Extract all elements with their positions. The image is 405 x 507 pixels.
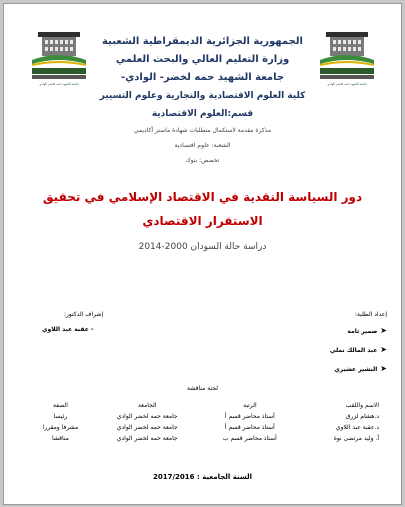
table-row (28, 422, 380, 433)
memo-purpose: مذكرة مقدمة لاستكمال متطلبات شهادة ماستر أكاديمي (133, 127, 272, 134)
member-role: مناقشا (51, 435, 69, 442)
academic-year-value: 2017/2016 (153, 473, 195, 481)
member-rank: أستاذ محاضر قسم أ (224, 413, 275, 420)
column-header: الجامعة (137, 402, 157, 409)
column-header: الرتبة (243, 402, 257, 409)
member-university: جامعة حمه لخضر الوادي (116, 424, 178, 431)
pointer-icon: ➤ (380, 345, 387, 354)
university-name: جامعة الشهيد حمه لخضر- الوادي- (120, 72, 285, 83)
memo-branch: الشعبة: علوم اقتصادية (174, 142, 231, 149)
member-name: أ. وليد مرتضى نوة (333, 435, 379, 442)
logo-left-caption: جامعة الشهيد حمه لخضر الوادي (39, 82, 79, 86)
member-rank: أستاذ محاضر قسم ب (222, 435, 277, 442)
column-header: الاسم واللقب (345, 402, 379, 409)
member-role: مشرفا ومقررا (42, 424, 79, 431)
jury-heading: لجنة مناقشة (187, 385, 218, 392)
case-study: دراسة حالة السودان 2000-2014 (138, 242, 267, 252)
faculty-name: كلية العلوم الاقتصادية والتجارية وعلوم التسيير (99, 91, 306, 101)
department-name: قسم:العلوم الاقتصادية (151, 109, 254, 119)
memo-specialty: تخصص: بنوك (185, 157, 220, 164)
student-entry (347, 326, 387, 335)
prepared-by-label: إعداد الطلبة: (354, 311, 387, 318)
member-role: رئيسا (53, 413, 68, 420)
table-row (28, 433, 380, 444)
supervision-label: إشراف الدكتور: (64, 311, 104, 318)
student-name: البشير عشيري (334, 366, 378, 373)
member-university: جامعة حمه لخضر الوادي (116, 435, 178, 442)
document-page (3, 3, 402, 505)
pointer-icon: ➤ (380, 364, 387, 373)
student-name: صمير ثامة (347, 328, 378, 335)
supervisor-name: - عقبة عبد اللاوي (42, 326, 94, 333)
member-name: د.عقبة عبد اللاوي (335, 424, 379, 431)
table-row (28, 411, 380, 422)
academic-year (4, 473, 401, 481)
student-name: عبد المالك نملي (329, 347, 378, 354)
jury-table (28, 400, 380, 444)
member-university: جامعة حمه لخضر الوادي (116, 413, 178, 420)
academic-year-label: السنة الجامعية : (196, 473, 252, 481)
thesis-title-line2: الاستقرار الاقتصادي (142, 214, 263, 228)
pointer-icon: ➤ (380, 326, 387, 335)
logo-right-caption: جامعة الشهيد حمه لخضر الوادي (327, 82, 367, 86)
ministry-name: وزارة التعليم العالي والبحث العلمي (115, 54, 290, 65)
member-name: د.هشام لزرق (345, 413, 379, 420)
republic-name: الجمهورية الجزائرية الديمقراطية الشعبية (102, 36, 303, 47)
column-header: الصفة (52, 402, 68, 409)
student-entry (330, 345, 387, 354)
table-header-row (28, 400, 380, 411)
member-rank: أستاذ محاضر قسم أ (224, 424, 275, 431)
thesis-title-line1: دور السياسة النقدية في الاقتصاد الإسلامي في تحقيق (42, 190, 363, 204)
student-entry (334, 364, 387, 373)
